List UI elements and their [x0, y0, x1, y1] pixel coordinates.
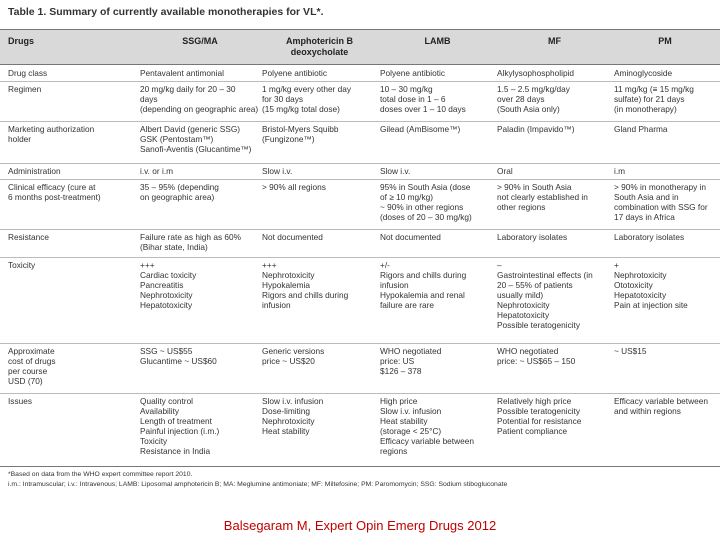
row-administration-col-3: Slow i.v.: [380, 166, 411, 176]
row-administration-col-1: i.v. or i.m: [140, 166, 174, 176]
row-issues-col-0: Issues: [8, 396, 32, 406]
header-drugs: Drugs: [8, 36, 35, 46]
row-divider: [0, 81, 720, 82]
header-pm: PM: [658, 36, 672, 46]
row-issues-col-2: Slow i.v. infusion Dose-limiting Nephrotoxicity Heat stability: [262, 396, 324, 436]
header-ssg-ma: SSG/MA: [182, 36, 218, 46]
row-resistance-col-2: Not documented: [262, 232, 323, 242]
row-toxicity-col-0: Toxicity: [8, 260, 36, 270]
citation-credit: Balsegaram M, Expert Opin Emerg Drugs 2012: [223, 518, 497, 533]
row-issues-col-1: Quality control Availability Length of treatment Painful injection (i.m.) Toxicity Resistance in India: [140, 396, 220, 456]
header-bottom-rule: [0, 64, 720, 65]
row-clinical-efficacy-col-0: Clinical efficacy (cure at 6 months post-treatment): [8, 182, 101, 202]
row-administration-col-5: i.m: [614, 166, 626, 176]
row-clinical-efficacy-col-1: 35 – 95% (depending on geographic area): [140, 182, 219, 202]
row-clinical-efficacy-col-2: > 90% all regions: [262, 182, 326, 192]
row-issues-col-3: High price Slow i.v. infusion Heat stability (storage < 25°C) Efficacy variable between regions: [380, 396, 474, 456]
row-regimen-col-2: 1 mg/kg every other day for 30 days (15 mg/kg total dose): [262, 84, 352, 114]
row-cost-col-3: WHO negotiated price: US $126 – 378: [380, 346, 442, 376]
row-resistance-col-3: Not documented: [380, 232, 441, 242]
row-cost-col-4: WHO negotiated price: ~ US$65 – 150: [497, 346, 576, 366]
row-drug-class-col-4: Alkylysophospholipid: [497, 68, 575, 78]
row-divider: [0, 179, 720, 180]
row-drug-class-col-2: Polyene antibiotic: [262, 68, 328, 78]
row-regimen-col-4: 1.5 – 2.5 mg/kg/day over 28 days (South Asia only): [497, 84, 570, 114]
row-regimen-col-5: 11 mg/kg (≡ 15 mg/kg sulfate) for 21 days (in monotherapy): [614, 84, 694, 114]
row-divider: [0, 229, 720, 230]
row-resistance-col-0: Resistance: [8, 232, 50, 242]
row-marketing-col-0: Marketing authorization holder: [8, 124, 95, 144]
row-marketing-col-1: Albert David (generic SSG) GSK (Pentostam™) Sanofi-Aventis (Glucantime™): [140, 124, 252, 154]
row-regimen-col-0: Regimen: [8, 84, 42, 94]
row-toxicity-col-5: + Nephrotoxicity Ototoxicity Hepatotoxicity Pain at injection site: [614, 260, 688, 310]
row-drug-class-col-3: Polyene antibiotic: [380, 68, 446, 78]
row-toxicity-col-3: +/- Rigors and chills during infusion Hypokalemia and renal failure are rare: [380, 260, 467, 310]
row-drug-class-col-1: Pentavalent antimonial: [140, 68, 224, 78]
row-resistance-col-4: Laboratory isolates: [497, 232, 568, 242]
row-divider: [0, 121, 720, 122]
row-resistance-col-5: Laboratory isolates: [614, 232, 685, 242]
row-clinical-efficacy-col-4: > 90% in South Asia not clearly established in other regions: [497, 182, 588, 212]
row-cost-col-0: Approximate cost of drugs per course USD (70): [8, 346, 56, 386]
footnote-abbreviations: i.m.: Intramuscular; i.v.: Intravenous; LAMB: Liposomal amphotericin B; MA: Meglumine antimoniate; MF: Miltefosine; PM: Paromomycin; SSG: Sodium stibogluconate: [8, 481, 508, 488]
row-administration-col-4: Oral: [497, 166, 513, 176]
row-divider: [0, 257, 720, 258]
row-resistance-col-1: Failure rate as high as 60% (Bihar state, India): [140, 232, 242, 252]
row-regimen-col-1: 20 mg/kg daily for 20 – 30 days (depending on geographic area): [140, 84, 259, 114]
row-administration-col-2: Slow i.v.: [262, 166, 293, 176]
row-marketing-col-3: Gilead (AmBisome™): [380, 124, 461, 134]
footnote-source: *Based on data from the WHO expert committee report 2010.: [8, 471, 193, 478]
table-bottom-rule: [0, 466, 720, 467]
row-toxicity-col-1: +++ Cardiac toxicity Pancreatitis Nephrotoxicity Hepatotoxicity: [140, 260, 197, 310]
row-regimen-col-3: 10 – 30 mg/kg total dose in 1 – 6 doses over 1 – 10 days: [380, 84, 466, 114]
header-amphotericin: Amphotericin B deoxycholate: [285, 36, 353, 57]
row-issues-col-5: Efficacy variable between and within regions: [614, 396, 708, 416]
table-title: Table 1. Summary of currently available monotherapies for VL*.: [8, 6, 324, 18]
header-lamb: LAMB: [424, 36, 451, 46]
row-marketing-col-4: Paladin (Impavido™): [497, 124, 575, 134]
row-administration-col-0: Administration: [8, 166, 61, 176]
row-toxicity-col-2: +++ Nephrotoxicity Hypokalemia Rigors and chills during infusion: [262, 260, 349, 310]
row-marketing-col-5: Gland Pharma: [614, 124, 668, 134]
row-divider: [0, 343, 720, 344]
row-drug-class-col-5: Aminoglycoside: [614, 68, 673, 78]
row-divider: [0, 163, 720, 164]
row-issues-col-4: Relatively high price Possible teratogenicity Potential for resistance Patient compliance: [497, 396, 582, 436]
row-cost-col-2: Generic versions price ~ US$20: [262, 346, 325, 366]
header-mf: MF: [548, 36, 561, 46]
row-drug-class-col-0: Drug class: [8, 68, 48, 78]
row-divider: [0, 393, 720, 394]
row-clinical-efficacy-col-5: > 90% in monotherapy in South Asia and in combination with SSG for 17 days in Africa: [614, 182, 708, 222]
row-clinical-efficacy-col-3: 95% in South Asia (dose of ≥ 10 mg/kg) ~ 90% in other regions (doses of 20 – 30 mg/kg): [380, 182, 472, 222]
row-cost-col-1: SSG ~ US$55 Glucantime ~ US$60: [140, 346, 217, 366]
row-marketing-col-2: Bristol-Myers Squibb (Fungizone™): [262, 124, 339, 144]
row-toxicity-col-4: – Gastrointestinal effects (in 20 – 55% of patients usually mild) Nephrotoxicity Hepatotoxicity Possible teratogenicity: [497, 260, 593, 330]
row-cost-col-5: ~ US$15: [614, 346, 647, 356]
